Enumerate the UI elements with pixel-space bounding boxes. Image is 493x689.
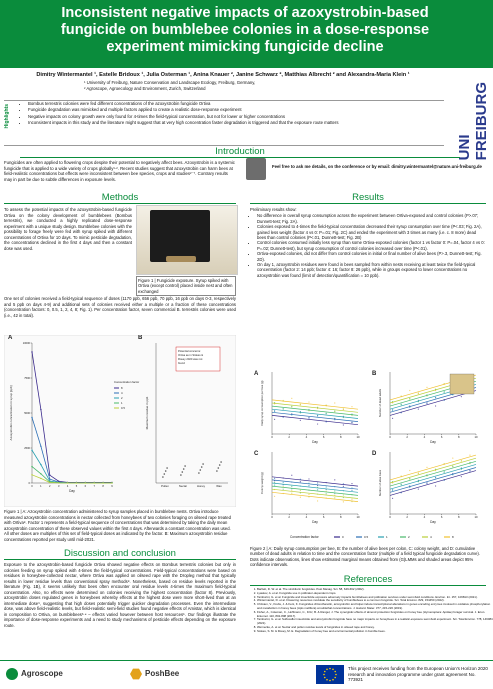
- x-tick-label: 8: [340, 435, 342, 439]
- observation-point: [392, 482, 393, 483]
- x-tick-label: 2: [288, 435, 290, 439]
- observation-point: [401, 404, 402, 405]
- observation-point: [343, 409, 344, 410]
- y-axis-label: Azoxystrobin concentration in syrup [ppb]: [9, 385, 13, 441]
- x-tick-label: 2: [406, 515, 408, 519]
- observation-point: [317, 408, 318, 409]
- x-tick-label: 0: [271, 515, 273, 519]
- observation-point: [334, 497, 335, 498]
- observation-point: [326, 421, 327, 422]
- eu-star: [334, 677, 336, 679]
- eu-star: [329, 668, 331, 670]
- observation-point: [392, 402, 393, 403]
- results-intro: Preliminary results show:: [250, 207, 297, 212]
- legend-label: 8: [121, 386, 123, 390]
- x-tick-label: 4: [423, 435, 426, 439]
- x-axis-label: Day: [69, 489, 75, 493]
- observation-point: [435, 485, 436, 486]
- eu-star: [326, 679, 328, 681]
- panel-letter: B: [372, 371, 377, 377]
- data-point: [67, 482, 68, 483]
- legend-label: 0: [342, 535, 344, 539]
- eu-funding-text: This project receives funding from the European Union's Horizon 2020 research and innovation programme under grant agreement No. 773921: [348, 666, 488, 683]
- figure2-charts: [250, 366, 486, 544]
- residue-point: [164, 473, 166, 475]
- x-tick-label: 6: [322, 515, 325, 519]
- legend-title: Concentration factor: [290, 535, 319, 539]
- observation-point: [334, 402, 335, 403]
- observation-point: [469, 470, 470, 471]
- y-axis-label: Number of alive bees: [378, 469, 382, 497]
- author-list: Dimitry Wintermantel ¹, Estelle Bridoux ¹, Julia Osterman ¹, Anina Knauer ², Janine Schwarz ², Matthias Albrecht ² and Alexandra-Maria Klein ¹: [36, 72, 410, 78]
- result-item: • Control colonies consumed initially less syrup than some Ortiva-exposed colonies (factor 1 vs factor 0: P=.04, factor 4 vs 0: P=.02; Dunnett-test), but syrup consumption of control colonies increased over time (P<.01).: [257, 240, 486, 251]
- eu-star: [324, 671, 326, 673]
- observation-point: [308, 410, 309, 411]
- legend-label: 1: [121, 401, 123, 405]
- x-tick-label: 6: [84, 485, 87, 488]
- residue-point: [201, 466, 203, 468]
- observation-point: [401, 484, 402, 485]
- x-tick-label: 7: [93, 485, 95, 488]
- residue-point: [180, 474, 182, 476]
- eu-star: [332, 679, 334, 681]
- data-point: [111, 482, 112, 483]
- observation-point: [308, 401, 309, 402]
- residue-point: [202, 463, 204, 465]
- x-tick-label: 8: [340, 515, 342, 519]
- observation-point: [351, 483, 352, 484]
- observation-point: [452, 466, 453, 467]
- observation-point: [435, 405, 436, 406]
- observation-point: [300, 412, 301, 413]
- observation-point: [326, 491, 327, 492]
- observation-point: [274, 478, 275, 479]
- residue-point: [220, 461, 222, 463]
- observation-point: [392, 498, 393, 499]
- introduction-text: Fungicides are often applied to flowering crops despite their potential to negatively affect bees. Azoxystrobin is a systemic fungicide that is applied to a wide variety of crops globally¹·². Recent studies suggest that azoxystrobin can harm bees at field-realistic concentrations but effects were inconsistent between bee species, crops and studies²⁻⁷. Contrary results may in part be due to subtle differences in exposure levels.: [4, 160, 235, 182]
- x-tick-label: 0: [389, 515, 391, 519]
- agroscope-icon: [6, 668, 18, 680]
- agroscope-logo: [6, 668, 76, 682]
- observation-point: [326, 413, 327, 414]
- observation-point: [334, 411, 335, 412]
- observation-point: [401, 492, 402, 493]
- annotation-text: Rosey 2020 was not: [178, 358, 203, 361]
- eu-star: [326, 669, 328, 671]
- observation-point: [317, 489, 318, 490]
- legend-label: 8: [452, 535, 454, 539]
- results-heading: Results: [250, 192, 486, 204]
- residue-point: [162, 476, 164, 478]
- affiliations: [8, 80, 493, 92]
- contact-note: Feel free to ask me details, on the conference or by email: dimitry.wintermantel@nature.uni-freiburg.de: [272, 164, 482, 169]
- poshbee-logo: [130, 668, 200, 682]
- observation-point: [343, 417, 344, 418]
- observation-point: [409, 399, 410, 400]
- observation-point: [308, 483, 309, 484]
- observation-point: [418, 408, 419, 409]
- legend-label: 2: [121, 396, 123, 400]
- panel-letter: C: [254, 451, 259, 457]
- observation-point: [418, 393, 419, 394]
- discussion-heading: Discussion and conclusion: [4, 548, 236, 560]
- y-tick-label: 2500: [24, 447, 30, 450]
- observation-point: [300, 479, 301, 480]
- residue-point: [200, 469, 202, 471]
- highlights-list: [20, 101, 448, 126]
- panel-letter: A: [8, 335, 13, 341]
- observation-point: [409, 487, 410, 488]
- observation-point: [418, 481, 419, 482]
- reference-item: 1. Bartlett, D. W. et al. The strobilurin fungicides. Pest Manag. Sci. 58, 649-662 (2002).: [257, 588, 493, 592]
- data-point: [94, 482, 95, 483]
- observation-point: [308, 485, 309, 486]
- x-axis-label: Day: [430, 440, 436, 444]
- observation-point: [274, 419, 275, 420]
- observation-point: [444, 472, 445, 473]
- observation-point: [435, 390, 436, 391]
- figure1-charts: [4, 335, 236, 507]
- methods-heading: Methods: [4, 192, 236, 204]
- category-label: Nectar: [178, 484, 188, 488]
- x-tick-label: 2: [49, 485, 51, 488]
- highlight-item: • Bombus terrestris colonies were fed different concentrations of the azoxystrobin fungicide Ortiva: [28, 101, 448, 107]
- result-item: • Colonies exposed to 4-times the field-typical concentration decreased their syrup consumption over time (P<.03; Fig. 2A), gained less weight (factor 4 vs 0: P=.01; Fig. 2C) and ended the experiment with 3 times as many (i.e. c. 8 more) dead bees than control colonies (P<.01, Dunnett-test; Fig. 2B): [257, 224, 486, 240]
- methods-text: To assess the potential impacts of the azoxystrobin-based fungicide Ortiva on the colony development of bumblebees (Bombus terrestris), we conducted a highly replicated dose-response experiment with a unique study design. Bumblebee colonies with the possibility to forage freely were fed with syrup spiked with different concentrations of Ortiva for 10 days. To mimic pesticide degradation, the concentrations declined in the first 4 days and then a constant dose was used.: [4, 207, 132, 251]
- observation-point: [418, 473, 419, 474]
- x-tick-label: 0: [271, 435, 273, 439]
- observation-point: [300, 420, 301, 421]
- observation-point: [291, 475, 292, 476]
- observation-point: [392, 410, 393, 411]
- residue-point: [216, 470, 218, 472]
- category-label: Pollen: [161, 484, 169, 488]
- nest-box-image: [150, 210, 210, 262]
- observation-point: [426, 467, 427, 468]
- x-tick-label: 9: [111, 485, 113, 488]
- uni-logo-text: UNI FREIBURG: [456, 82, 490, 161]
- x-tick-label: 10: [356, 435, 360, 439]
- observation-point: [291, 486, 292, 487]
- residue-point: [183, 468, 185, 470]
- observation-point: [317, 482, 318, 483]
- observation-point: [326, 486, 327, 487]
- x-tick-label: 8: [458, 515, 460, 519]
- observation-point: [283, 482, 284, 483]
- observation-point: [409, 390, 410, 391]
- annotation-text: Potential concerns:: [178, 350, 201, 353]
- poster-title: Inconsistent negative impacts of azoxystrobin-based fungicide on bumblebee colonies in a dose-response experiment mimicking fungicide decline: [60, 5, 430, 55]
- legend-label: 1: [386, 535, 388, 539]
- residue-point: [198, 472, 200, 474]
- x-tick-label: 8: [102, 485, 104, 488]
- observation-point: [461, 469, 462, 470]
- x-tick-label: 4: [423, 515, 426, 519]
- y-axis-label: Daily syrup consumption per bee (g): [260, 380, 264, 426]
- eu-star: [323, 674, 325, 676]
- reference-item: 7. Tamburini, G. et al. Sulfoxaflor insecticide and azoxystrobin fungicide have no major impacts on honeybees in a realistic-exposure semi-field experiment. Sci. Total Environ. 778, 146084 (2021).: [257, 618, 493, 626]
- observation-point: [351, 490, 352, 491]
- observation-point: [343, 486, 344, 487]
- observation-point: [452, 474, 453, 475]
- observation-point: [351, 415, 352, 416]
- observation-point: [444, 480, 445, 481]
- eu-star: [329, 680, 331, 682]
- observation-point: [343, 494, 344, 495]
- introduction-heading: Introduction: [20, 146, 460, 158]
- y-tick-label: 10000: [22, 342, 30, 345]
- observation-point: [426, 387, 427, 388]
- x-tick-label: 10: [474, 515, 478, 519]
- bee-photo: [450, 374, 474, 394]
- observation-point: [461, 461, 462, 462]
- data-point: [85, 482, 86, 483]
- observation-point: [409, 470, 410, 471]
- figure1-caption: Figure 1 | Fungicide exposure. Syrup spiked with Ortiva (except control) placed inside nest and often exchanged: [136, 276, 236, 296]
- annotation-text: Ortiva as in Stokes &: [178, 354, 204, 357]
- result-item: • On day 1, azoxystrobin residues were found in bees sampled from within nests receiving at least twice the field-typical concentration (factor 2: 14 ppb; factor 4: 16; factor 8: 26 ppb), while in groups exposed to lower concentrations no azoxystrobin was found (limit of detection/quantification = 10 ppb).: [257, 262, 486, 278]
- x-tick-label: 6: [440, 435, 443, 439]
- observation-point: [300, 404, 301, 405]
- data-point: [76, 482, 77, 483]
- y-tick-label: 5000: [24, 412, 30, 415]
- observation-point: [283, 409, 284, 410]
- observation-point: [435, 470, 436, 471]
- observation-point: [283, 417, 284, 418]
- author-photo: [246, 158, 266, 180]
- panel-letter: A: [254, 371, 259, 377]
- legend-label: 0.5: [364, 535, 369, 539]
- y-tick-label: 7500: [24, 377, 30, 380]
- observation-point: [343, 483, 344, 484]
- reference-item: 9. Stokes, S. M. & Rosey, M. E. Degradation of honey bee and environmental pollution in bumble bees.: [257, 630, 493, 634]
- observation-point: [334, 419, 335, 420]
- observation-point: [418, 401, 419, 402]
- observation-point: [334, 479, 335, 480]
- observation-point: [426, 483, 427, 484]
- residue-point: [182, 471, 184, 473]
- residue-point: [165, 470, 167, 472]
- legend-label: 2: [408, 535, 410, 539]
- affiliation-1: ¹ University of Freiburg, Nature Conservation and Landscape Ecology, Freiburg, Germany,: [84, 80, 256, 85]
- observation-point: [392, 490, 393, 491]
- data-point: [40, 409, 41, 410]
- observation-point: [461, 396, 462, 397]
- observation-point: [300, 490, 301, 491]
- data-point: [49, 474, 50, 475]
- references-heading: References: [250, 574, 486, 586]
- observation-point: [300, 497, 301, 498]
- references-list: [250, 588, 493, 634]
- data-point: [40, 446, 41, 447]
- footer-divider: [0, 660, 493, 661]
- observation-point: [334, 495, 335, 496]
- observation-point: [409, 407, 410, 408]
- agroscope-name: Agroscope: [21, 669, 63, 678]
- observation-point: [426, 475, 427, 476]
- x-tick-label: 4: [66, 485, 69, 488]
- x-tick-label: 6: [322, 435, 325, 439]
- observation-point: [283, 489, 284, 490]
- results-list: [250, 213, 486, 278]
- observation-point: [351, 498, 352, 499]
- legend-label: 0.5: [121, 406, 125, 410]
- data-point: [31, 466, 32, 467]
- observation-point: [334, 490, 335, 491]
- observation-point: [435, 397, 436, 398]
- observation-point: [452, 394, 453, 395]
- residue-point: [218, 467, 220, 469]
- observation-point: [469, 455, 470, 456]
- x-tick-label: 0: [389, 435, 391, 439]
- reference-item: 5. Christen, V., Krebs, J. & Fent, K. Fungicides chlorothanolin, azoxystrobin and folpet induce transcriptional alterations in genes encoding enzymes involved in oxidative phosphorylation and metabolism in honey bees (Apis mellifera) at sublethal concentrations. J. Hazard. Mater. 377, 215-226 (2019).: [257, 603, 493, 611]
- category-label: Honey: [196, 484, 206, 488]
- observation-point: [409, 479, 410, 480]
- observation-point: [317, 500, 318, 501]
- eu-star: [335, 674, 337, 676]
- highlight-item: • Negative impacts on colony growth were only found for 4-times the field-typical concentration, but not for lower or higher concentrations: [28, 114, 448, 120]
- highlight-item: • Fungicide degradation was mimicked and multiple factors applied to create a realistic dose-response experiment: [28, 107, 448, 113]
- observation-point: [317, 423, 318, 424]
- observation-point: [461, 476, 462, 477]
- observation-point: [343, 424, 344, 425]
- result-item: • Ortiva-exposed colonies, did not differ from control colonies in initial or final number of alive bees (P>.3, Dunnett-test; Fig. 2D).: [257, 251, 486, 262]
- observation-point: [300, 481, 301, 482]
- affiliation-2: ² Agroscope, Agroecology and Environment, Zurich, Switzerland: [84, 86, 206, 91]
- observation-point: [469, 463, 470, 464]
- observation-point: [291, 490, 292, 491]
- results-text: [250, 207, 486, 278]
- x-axis-label: Day: [430, 520, 436, 524]
- residue-point: [166, 467, 168, 469]
- panel-letter: D: [372, 451, 377, 457]
- eu-star: [332, 669, 334, 671]
- x-tick-label: 4: [305, 435, 308, 439]
- data-point: [40, 464, 41, 465]
- observation-point: [274, 496, 275, 497]
- observation-point: [326, 493, 327, 494]
- observation-point: [426, 395, 427, 396]
- observation-point: [435, 477, 436, 478]
- observation-point: [274, 411, 275, 412]
- observation-point: [283, 486, 284, 487]
- x-tick-label: 0: [31, 485, 33, 488]
- x-tick-label: 3: [57, 485, 60, 488]
- x-tick-label: 2: [406, 435, 408, 439]
- data-point: [40, 478, 41, 479]
- reference-item: 6. Fisher, A., Coleman, C., Hoffmann, C., Fritz, B. & Rangel, J. The synergistic effects of almond protection fungicides on honey bee (Hymenoptera: Apidae) forager survival. J. Econ. Entomol. 110, 802-808 (2017).: [257, 611, 493, 619]
- observation-point: [343, 501, 344, 502]
- observation-point: [291, 398, 292, 399]
- x-tick-label: 10: [474, 435, 478, 439]
- x-axis-label: Day: [312, 440, 318, 444]
- data-point: [102, 482, 103, 483]
- observation-point: [351, 422, 352, 423]
- x-tick-label: 2: [288, 515, 290, 519]
- data-point: [31, 450, 32, 451]
- highlight-item: • Inconsistent impacts in this study and the literature might suggest that at very high concentration faster degradation is triggered and that the exposure route matters: [28, 120, 448, 126]
- data-point: [58, 482, 59, 483]
- reference-item: 3. Tamburini, G. et al. Fungicide and insecticide exposure adversely impacts bumblebees and pollination services under semi-field conditions. Environ. Int. 157, 106813 (2021).: [257, 596, 493, 600]
- panel-letter: B: [138, 335, 143, 341]
- highlights-label: Highlights: [4, 104, 10, 129]
- data-point: [31, 351, 32, 352]
- x-tick-label: 8: [458, 435, 460, 439]
- data-point: [49, 482, 50, 483]
- residue-point: [219, 464, 221, 466]
- x-tick-label: 4: [305, 515, 308, 519]
- x-tick-label: 6: [440, 515, 443, 519]
- figure1-detail-caption: Figure 1 | A: Azoxystrobin concentration administered to syrup samples placed in bumblebee nests. Ortiva introduce measured azoxystrobin concentrations in nectar collected from honeybees of two colonies foraging on oilseed rape treated with Ortiva⁸. Factor 1 represents a field-typical sequence of concentrations that was determined by taking the daily mean azoxystrobin concentration of these observed values within the first 4 days. Afterwards a constant concentration was used. All other doses are multiples of this set of field-typical doses as indicated by the factor. B: Maximum azoxystrobin residue concentrations reported per study until mid-2021.: [4, 509, 231, 542]
- legend-title: Concentration factor: [114, 380, 140, 384]
- y-axis-label: Colony weight (g): [260, 472, 264, 494]
- data-point: [31, 474, 32, 475]
- legend-label: 4: [121, 391, 123, 395]
- observation-point: [351, 487, 352, 488]
- methods-text-continued: One set of colonies received a field-typical sequence of doses (1170 ppb, 656 ppb, 70 ppb, 16 ppb on days 0-3, respectively and 5 ppb on days 4-9) and additional sets of colonies received either a multiple or a fraction of these concentrations (concentration factors: 0, 0.5, 1, 2, 4, 8; Fig. 1). Per concentration factor, seven commercial B. terrestris colonies were used (i.e., 42 in total).: [4, 296, 236, 318]
- category-label: Wax: [216, 484, 222, 488]
- reference-item: 2. Lyaskov, A. et al. Fungicide use in pollinator-dependent crops.: [257, 592, 493, 596]
- observation-point: [308, 494, 309, 495]
- observation-point: [291, 406, 292, 407]
- discussion-text: Exposure to the azoxystrobin-based fungicide Ortiva showed negative effects on Bombus terrestris colonies but only in colonies feeding on syrup spiked with 4-times the field-typical concentrations. Field-typical concentrations were based on residues in honeybee-collected nectar, where Ortiva was applied on oilseed rape with the Dropleg method that typically results in lower residue levels than conventional spray methods⁸. Nonetheless, based on residue levels reported in the literature (Fig. 1B), it seems unlikely that bees often encounter oral residue levels 4-times the maximum field-typical concentration. Also, no effects were determined on colonies receiving the highest concentration (factor 8). Previously, azoxystrobin doses regulated genes in honeybees whereby effects at the highest dose were more short-lived than at an intermediate dose⁹, suggesting that high doses potentially trigger quicker degradation processes. Even the intermediate dose, was above field-realistic levels, but field-realistic semi-field studies found negative effects of Amistar, which is identical in composition to Ortiva, on bumblebees³·⁴ – effects varied however between host resources⁵. Our findings illustrate the importance of dose-response experiments and a need to study mechanisms of pesticide effects depending on the exposure route.: [4, 562, 236, 628]
- observation-point: [426, 403, 427, 404]
- data-point: [31, 417, 32, 418]
- eu-star: [334, 671, 336, 673]
- university-logo: [456, 78, 490, 161]
- observation-point: [401, 412, 402, 413]
- legend-label: 4: [430, 535, 432, 539]
- observation-point: [444, 400, 445, 401]
- poshbee-name: PoshBee: [145, 669, 180, 678]
- y-axis-label: Number of dead adults: [378, 388, 382, 418]
- observation-point: [274, 403, 275, 404]
- residue-point: [184, 465, 186, 467]
- observation-point: [444, 392, 445, 393]
- hexagon-icon: [130, 668, 142, 680]
- observation-point: [274, 485, 275, 486]
- y-tick-label: 0: [28, 482, 30, 485]
- result-item: • No difference in overall syrup consumption across the experiment between Ortiva-exposed and control colonies (P>.07; Dunnett-test; Fig. 2A).: [257, 213, 486, 224]
- data-point: [40, 473, 41, 474]
- observation-point: [308, 478, 309, 479]
- observation-point: [418, 488, 419, 489]
- observation-point: [308, 418, 309, 419]
- x-axis-label: Day: [312, 520, 318, 524]
- eu-star: [324, 677, 326, 679]
- x-tick-label: 10: [356, 515, 360, 519]
- observation-point: [317, 487, 318, 488]
- reference-item: 4. Wintermantel, D. et al. Flowering resources modulate the sensitivity of bumblebees to a common fungicide. Sci. Total Environ. 829, 154450 (2022).: [257, 599, 493, 603]
- reference-item: 8. Wernecke, A. et al. Nectar and pollen residue levels of fungicides in oilseed rape and honey.: [257, 626, 493, 630]
- observation-point: [291, 414, 292, 415]
- observation-point: [291, 493, 292, 494]
- observation-point: [392, 418, 393, 419]
- observation-point: [452, 457, 453, 458]
- eu-flag-icon: [316, 665, 344, 684]
- syrup-dish-image: [166, 256, 196, 262]
- observation-point: [317, 415, 318, 416]
- y-axis-label: Maximum residue in ppb: [145, 396, 149, 430]
- figure2-caption: Figure 2 | A: Daily syrup consumption per bee, B: the number of alive bees per colon, C: colony weight, and D: cumulative number of dead adults in relation to time and the concentration factor (multiple of a field typical fungicide degradation curve). Dots indicate observations, lines show estimated marginal means obtained from (G)LMMs and shaded areas depict 95% confidence intervals.: [250, 546, 480, 568]
- annotation-text: found: [178, 362, 185, 365]
- x-tick-label: 5: [75, 485, 78, 488]
- x-tick-label: 1: [40, 485, 42, 488]
- observation-point: [351, 406, 352, 407]
- observation-point: [274, 482, 275, 483]
